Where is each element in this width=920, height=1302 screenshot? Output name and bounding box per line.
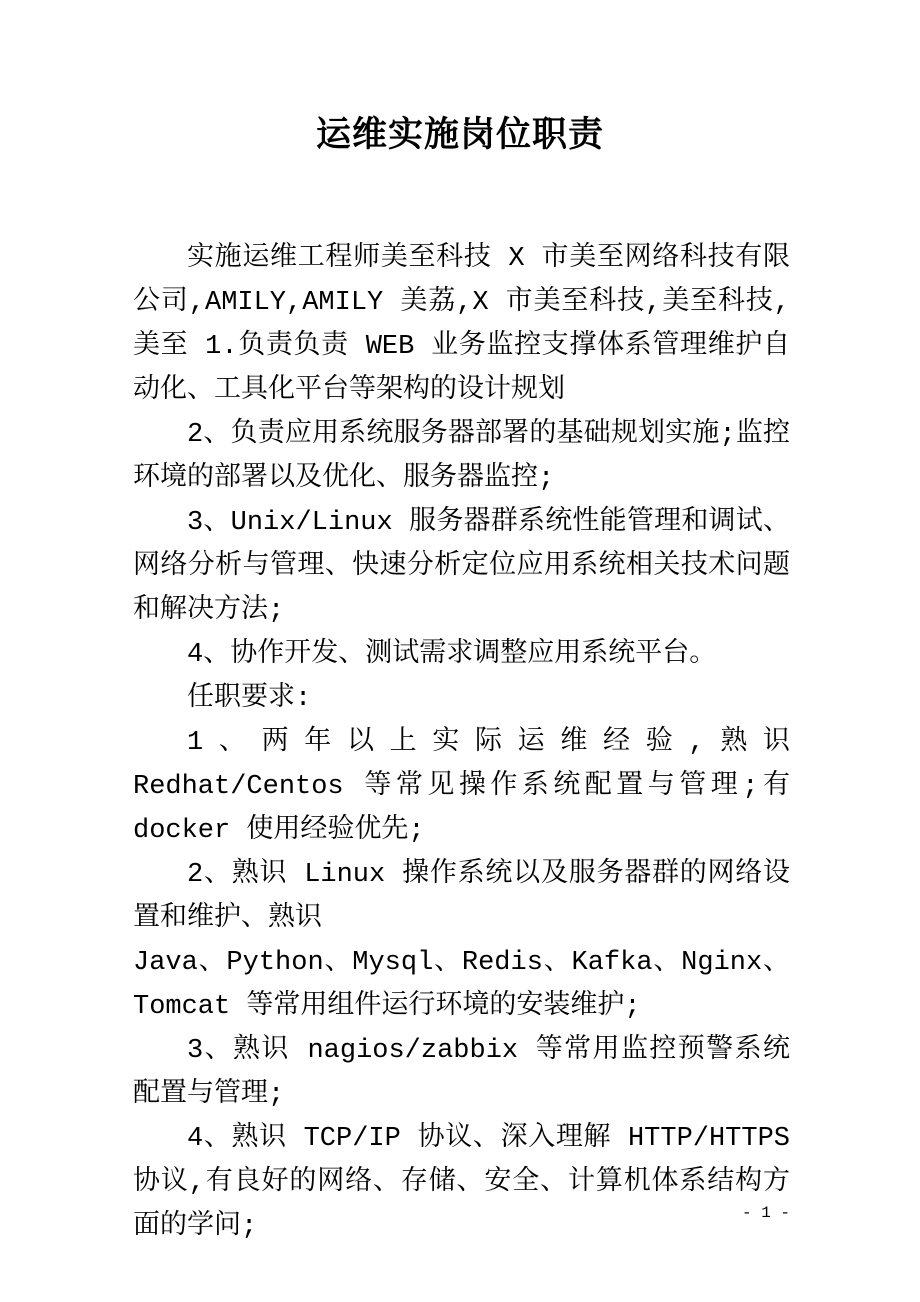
paragraph-requirement-3: 3、熟识 nagios/zabbix 等常用监控预警系统配置与管理; [133, 1035, 790, 1110]
paragraph-requirement-2-continued: Java、Python、Mysql、Redis、Kafka、Nginx、Tomcat 等常用组件运行环境的安装维护; [133, 947, 790, 1022]
page-number: - 1 - [741, 1204, 790, 1222]
paragraph-requirement-1: 1、两年以上实际运维经验,熟识 Redhat/Centos 等常见操作系统配置与管理;有 docker 使用经验优先; [133, 727, 790, 846]
paragraph-requirement-4: 4、熟识 TCP/IP 协议、深入理解 HTTP/HTTPS 协议,有良好的网络、存储、安全、计算机体系结构方面的学问; [133, 1123, 790, 1242]
paragraph-duty-2: 2、负责应用系统服务器部署的基础规划实施;监控环境的部署以及优化、服务器监控; [133, 419, 790, 494]
paragraph-intro: 实施运维工程师美至科技 X 市美至网络科技有限公司,AMILY,AMILY 美荔,X 市美至科技,美至科技,美至 1.负责负责 WEB 业务监控支撑体系管理维护自动化、工具化平台等架构的设计规划 [133, 243, 790, 406]
paragraph-requirements-heading: 任职要求: [187, 683, 312, 714]
document-body [133, 237, 790, 1249]
paragraph-requirement-2: 2、熟识 Linux 操作系统以及服务器群的网络设置和维护、熟识 [133, 859, 790, 934]
paragraph-duty-3: 3、Unix/Linux 服务器群系统性能管理和调试、网络分析与管理、快速分析定位应用系统相关技术问题和解决方法; [133, 507, 790, 626]
paragraph-duty-4: 4、协作开发、测试需求调整应用系统平台。 [187, 639, 717, 670]
document-title: 运维实施岗位职责 [315, 115, 604, 154]
